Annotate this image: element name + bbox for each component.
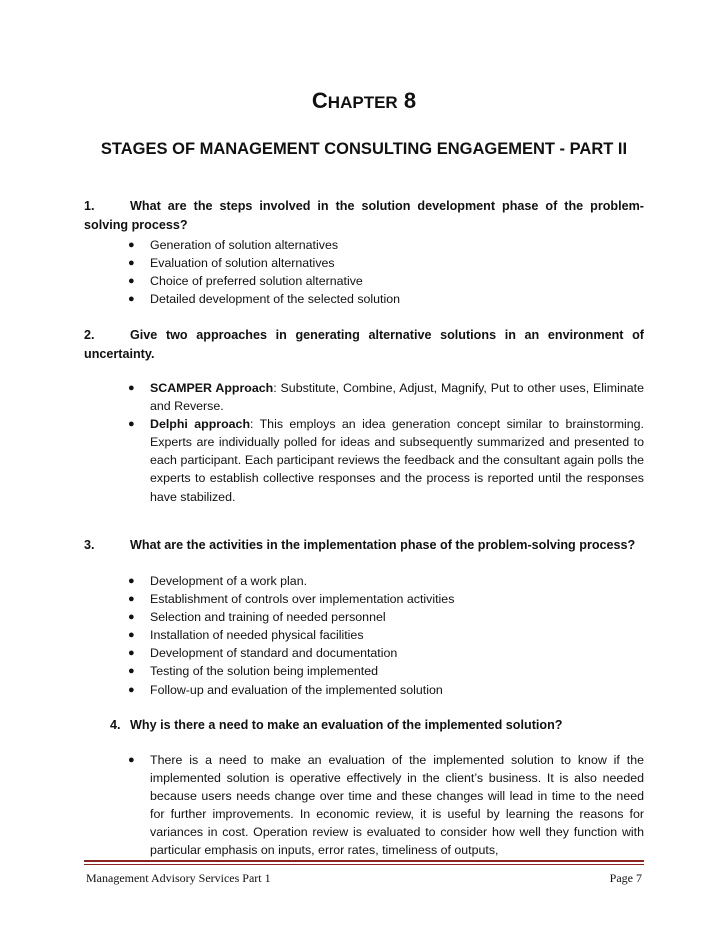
list-item: ● Testing of the solution being implemented (128, 662, 644, 680)
bullet-icon: ● (128, 665, 135, 678)
bullet-icon: ● (128, 239, 135, 251)
question-4-text: Why is there a need to make an evaluation of the implemented solution? (130, 718, 563, 732)
question-2 (84, 326, 644, 364)
footer-divider (84, 860, 644, 862)
list-item: ● Evaluation of solution alternatives (128, 254, 644, 272)
footer-title: Management Advisory Services Part 1 (86, 871, 271, 885)
list-item: ● Development of standard and documentation (128, 644, 644, 662)
list-item: ● Establishment of controls over implementation activities (128, 590, 644, 608)
bullet-icon: ● (128, 257, 135, 270)
bullet-icon: ● (128, 647, 135, 660)
question-3-text: What are the activities in the implementation phase of the problem-solving process? (130, 538, 636, 552)
approach-term: Delphi approach (150, 417, 251, 432)
question-1-list (128, 236, 644, 308)
chapter-number: 8 (403, 88, 417, 113)
list-item: ● Installation of needed physical facilities (128, 626, 644, 644)
list-item (128, 415, 644, 505)
bullet-icon: ● (128, 593, 135, 606)
question-3-list (128, 572, 644, 699)
question-1 (84, 197, 644, 235)
question-1-text: What are the steps involved in the solution development phase of the problem-solving process? (84, 199, 644, 232)
bullet-icon: ● (128, 575, 135, 587)
bullet-icon: ● (128, 293, 135, 306)
approach-term: SCAMPER Approach (150, 381, 274, 395)
page-number: Page 7 (609, 871, 642, 885)
question-4-number: 4. (110, 718, 121, 732)
list-item: ● Detailed development of the selected solution (128, 290, 644, 308)
question-1-number: 1. (84, 199, 95, 213)
list-item: ● There is a need to make an evaluation of the implemented solution to know if the implemented solution is operative effectively in the client’s business. It is also needed because users needs change over time and these changes will lead in time to the need for further improvements. In economic review, it is useful by learning the reasons for variances in cost. Operation review is evaluated to consider how well they function with particular emphasis on inputs, error rates, timeliness of outputs, (128, 753, 644, 858)
chapter-title (0, 88, 728, 114)
bullet-icon: ● (128, 754, 135, 766)
bullet-icon: ● (128, 683, 135, 696)
chapter-initial: C (311, 88, 328, 113)
footer-divider-thin (84, 864, 644, 865)
question-2-text: Give two approaches in generating alternative solutions in an environment of uncertainty. (84, 328, 644, 361)
question-4 (110, 716, 644, 735)
list-item: ● Selection and training of needed personnel (128, 608, 644, 626)
approach-description: : Substitute, Combine, Adjust, Magnify, Put to other uses, Eliminate and Reverse. (150, 381, 644, 414)
list-item: ● Generation of solution alternatives (128, 236, 644, 254)
bullet-icon: ● (128, 629, 135, 642)
list-item: ● Follow-up and evaluation of the implemented solution (128, 681, 644, 699)
list-item: ● Choice of preferred solution alternative (128, 272, 644, 290)
approach-description: : This employs an idea generation concept similar to brainstorming. Experts are individually polled for ideas and subsequently summarized and presented to each participant. Each participant reviews the feedback and the consultant again polls the experts to establish collective responses and the process is reported until the responses have stabilized. (150, 417, 644, 504)
bullet-icon: ● (128, 382, 135, 394)
chapter-subtitle: STAGES OF MANAGEMENT CONSULTING ENGAGEMENT - PART II (100, 140, 628, 158)
chapter-word: HAPTER (327, 93, 398, 112)
bullet-icon: ● (128, 275, 135, 288)
question-4-list (128, 751, 644, 860)
list-item (128, 379, 644, 415)
question-2-list (128, 379, 644, 506)
list-item: ● Development of a work plan. (128, 572, 644, 590)
bullet-icon: ● (128, 418, 135, 431)
question-3 (84, 536, 644, 555)
question-3-number: 3. (84, 538, 95, 552)
bullet-icon: ● (128, 611, 135, 624)
question-2-number: 2. (84, 328, 95, 342)
